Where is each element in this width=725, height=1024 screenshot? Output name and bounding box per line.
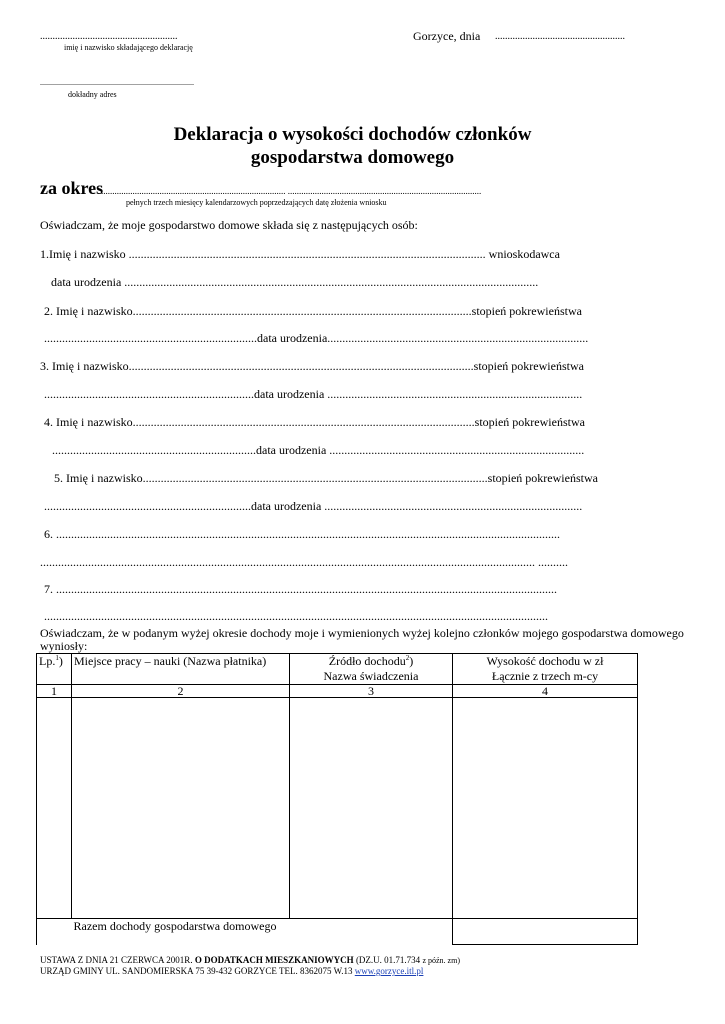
period-dots[interactable]: .................................................................................. ...................................................................................... [101, 186, 482, 196]
col-number-2: 2 [72, 685, 290, 698]
person-1-name-line[interactable]: 1.Imię i nazwisko ....................................................................................................................... wnioskodawca [40, 247, 560, 261]
website-link[interactable]: www.gorzyce.itl.pl [354, 966, 424, 976]
name-caption: imię i nazwisko składającego deklarację [64, 43, 193, 52]
header-workplace: Miejsce pracy – nauki (Nazwa płatnika) [72, 654, 290, 685]
document-title-line2: gospodarstwa domowego [250, 147, 455, 168]
total-label: Razem dochody gospodarstwa domowego [73, 919, 277, 933]
person-3-birth-line[interactable]: ......................................................................data urodzenia ..................................................................................... [44, 387, 583, 401]
col-number-4: 4 [453, 685, 638, 698]
header-source: Źródło dochodu$^2$) Nazwa świadczenia [290, 654, 453, 685]
name-line[interactable]: ....................................................... [40, 31, 178, 42]
footer-law: USTAWA Z DNIA 21 CZERWCA 2001R. O DODATKACH MIESZKANIOWYCH (DZ.U. 01.71.734 z późn. zm) [40, 955, 460, 965]
address-caption: dokładny adres [68, 90, 117, 99]
cell-workplace[interactable] [72, 698, 290, 919]
person-4-birth-line[interactable]: ....................................................................data urodzenia ..................................................................................... [52, 443, 585, 457]
document-title-line1: Deklaracja o wysokości dochodów członków [173, 124, 532, 145]
declaration-income: Oświadczam, że w podanym wyżej okresie dochody moje i wymienionych wyżej kolejno członków mojego gospodarstwa domowego [40, 626, 684, 640]
person-4-name-line[interactable]: 4. Imię i nazwisko..................................................................................................................stopień pokrewieństwa [44, 415, 585, 429]
person-7-line[interactable]: 7. ....................................................................................................................................................................... [44, 582, 557, 596]
person-5-name-line[interactable]: 5. Imię i nazwisko...................................................................................................................stopień pokrewieństwa [54, 471, 598, 485]
date-line[interactable]: .................................................... [495, 31, 625, 42]
header-lp: Lp.$^1$) [37, 654, 72, 685]
person-7-line-2[interactable]: ........................................................................................................................................................................ [44, 609, 548, 623]
person-6-line[interactable]: 6. ........................................................................................................................................................................ [44, 527, 560, 541]
cell-source[interactable] [290, 698, 453, 919]
declaration-household: Oświadczam, że moje gospodarstwo domowe składa się z następujących osób: [40, 218, 418, 232]
cell-total-amount[interactable] [453, 919, 638, 945]
declaration-income-2: wyniosły: [40, 639, 88, 653]
person-2-birth-line[interactable]: .......................................................................data urodzenia....................................................................................... [44, 331, 589, 345]
footer-office: URZĄD GMINY UL. SANDOMIERSKA 75 39-432 GORZYCE TEL. 8362075 W.13 www.gorzyce.itl.pl [40, 966, 424, 976]
cell-amount[interactable] [453, 698, 638, 919]
col-number-3: 3 [290, 685, 453, 698]
address-line[interactable]: ............................................................................. [40, 78, 194, 87]
period-label: za okres [40, 178, 104, 198]
header-amount: Wysokość dochodu w zł Łącznie z trzech m-cy [453, 654, 638, 685]
person-3-name-line[interactable]: 3. Imię i nazwisko...................................................................................................................stopień pokrewieństwa [40, 359, 584, 373]
person-2-name-line[interactable]: 2. Imię i nazwisko.................................................................................................................stopień pokrewieństwa [44, 304, 582, 318]
person-1-birth-line[interactable]: data urodzenia .......................................................................................................................................... [51, 275, 539, 289]
place-date-label: Gorzyce, dnia [413, 29, 481, 43]
person-5-birth-line[interactable]: .....................................................................data urodzenia ...................................................................................... [44, 499, 583, 513]
col-number-1: 1 [37, 685, 72, 698]
period-caption: pełnych trzech miesięcy kalendarzowych poprzedzających datę złożenia wniosku [126, 198, 387, 207]
person-6-line-2[interactable]: ..................................................................................................................................................................... .......... [40, 555, 568, 569]
cell-lp[interactable] [37, 698, 72, 919]
income-table [36, 653, 638, 945]
